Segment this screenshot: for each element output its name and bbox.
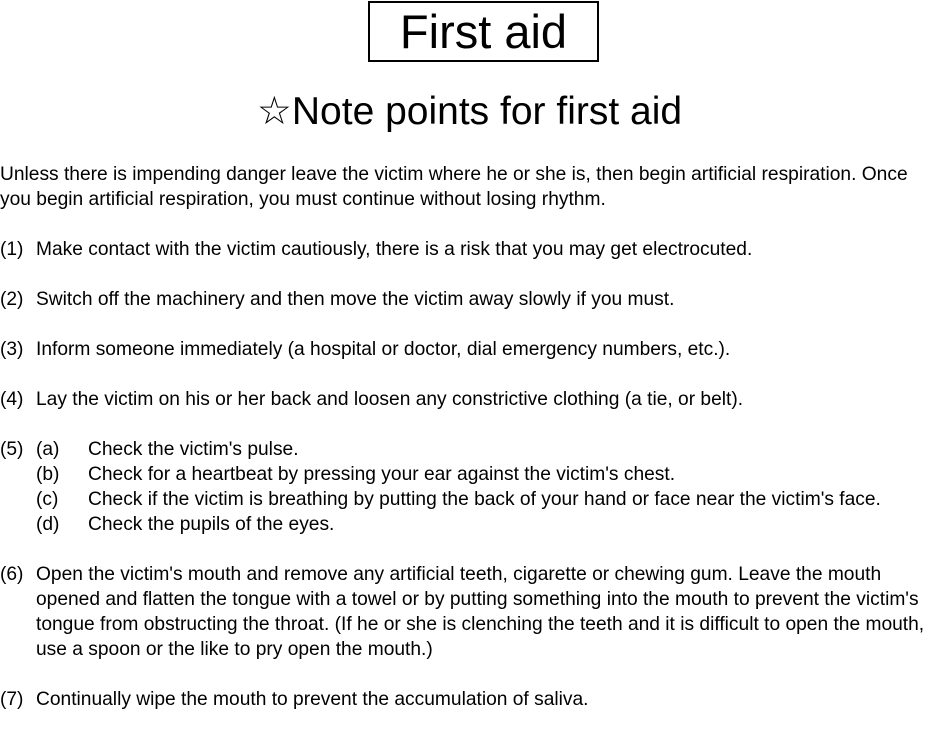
section-heading: ☆Note points for first aid (256, 90, 683, 133)
list-item-7 (0, 687, 939, 712)
item-number: (4) (0, 389, 24, 410)
list-item-4 (0, 387, 939, 412)
item-number: (6) (0, 564, 24, 585)
sub-item-text: Check if the victim is breathing by putting the back of your hand or face near the victim's face. (88, 489, 881, 510)
item-number: (5) (0, 439, 24, 460)
sub-item-letter: (c) (36, 489, 59, 510)
page-title: First aid (368, 1, 599, 62)
sub-item-text: Check for a heartbeat by pressing your ear against the victim's chest. (88, 464, 676, 485)
item-number: (7) (0, 689, 24, 710)
sub-item-d (36, 512, 939, 537)
sub-item-b (36, 462, 939, 487)
list-item-1 (0, 237, 939, 262)
sub-item-text: Check the victim's pulse. (88, 439, 299, 460)
sub-item-text: Check the pupils of the eyes. (88, 514, 335, 535)
sub-item-letter: (a) (36, 439, 60, 460)
item-text: Inform someone immediately (a hospital or doctor, dial emergency numbers, etc.). (36, 339, 731, 360)
sub-item-a (36, 437, 939, 462)
list-item-5 (0, 437, 939, 537)
sub-list (36, 437, 939, 537)
sub-item-letter: (b) (36, 464, 60, 485)
item-number: (1) (0, 239, 24, 260)
item-text: Lay the victim on his or her back and loosen any constrictive clothing (a tie, or belt). (36, 389, 744, 410)
item-number: (2) (0, 289, 24, 310)
list-item-6 (0, 562, 939, 662)
intro-paragraph: Unless there is impending danger leave the victim where he or she is, then begin artificial respiration. Once you begin artificial respiration, you must continue without losing rhythm. (0, 164, 908, 210)
list-item-3 (0, 337, 939, 362)
item-text: Switch off the machinery and then move the victim away slowly if you must. (36, 289, 675, 310)
item-text: Continually wipe the mouth to prevent the accumulation of saliva. (36, 689, 589, 710)
item-text: Make contact with the victim cautiously, there is a risk that you may get electrocuted. (36, 239, 753, 260)
first-aid-content (0, 162, 939, 712)
item-number: (3) (0, 339, 24, 360)
sub-item-c (36, 487, 939, 512)
sub-item-letter: (d) (36, 514, 60, 535)
list-item-2 (0, 287, 939, 312)
item-text: Open the victim's mouth and remove any artificial teeth, cigarette or chewing gum. Leave the mouth opened and flatten the tongue with a towel or by putting something into the mouth to prevent the victim's tongue from obstructing the throat. (If he or she is clenching the teeth and it is difficult to open the mouth, use a spoon or the like to pry open the mouth.) (36, 564, 925, 660)
